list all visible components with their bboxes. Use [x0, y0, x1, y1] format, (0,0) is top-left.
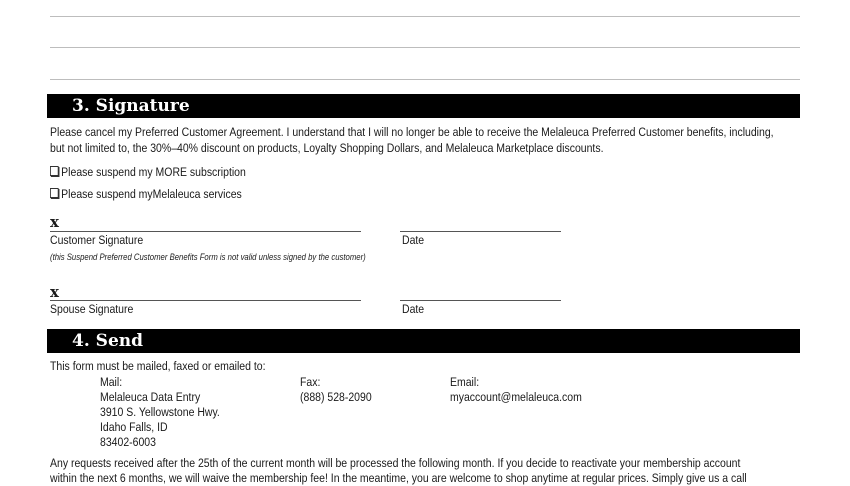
customer-signature-label: Customer Signature	[50, 233, 144, 247]
signature-section-header: 3. Signature	[47, 94, 800, 118]
suspend-mymelaleuca-label: Please suspend myMelaleuca services	[61, 187, 242, 201]
email-block	[450, 375, 582, 405]
mail-line: 83402-6003	[100, 435, 156, 449]
mail-line: Melaleuca Data Entry	[100, 390, 201, 404]
suspend-mymelaleuca-option[interactable]	[50, 186, 242, 202]
send-section-header: 4. Send	[47, 329, 800, 353]
cancel-agreement-paragraph-line-1: Please cancel my Preferred Customer Agreement. I understand that I will no longer be able to receive the Melaleuca Preferred Customer benefits, including,	[50, 125, 774, 139]
checkbox-icon[interactable]	[50, 166, 59, 176]
email-address[interactable]: myaccount@melaleuca.com	[450, 390, 582, 404]
mail-label: Mail:	[100, 375, 123, 389]
send-footer-line-2: within the next 6 months, we will waive the membership fee! In the meantime, you are welcome to shop anytime at regular prices. Simply give us a call	[50, 471, 747, 485]
customer-signature-x-mark: x	[50, 213, 59, 231]
mail-line: 3910 S. Yellowstone Hwy.	[100, 405, 220, 419]
writing-line-2[interactable]	[50, 47, 800, 48]
customer-date-label: Date	[402, 233, 425, 247]
send-intro-text: This form must be mailed, faxed or emailed to:	[50, 359, 266, 373]
fax-number: (888) 528-2090	[300, 390, 372, 404]
cancel-agreement-paragraph-line-2: but not limited to, the 30%–40% discount on products, Loyalty Shopping Dollars, and Melaleuca Marketplace discounts.	[50, 141, 604, 155]
mail-line: Idaho Falls, ID	[100, 420, 168, 434]
suspend-more-label: Please suspend my MORE subscription	[61, 165, 246, 179]
writing-line-3[interactable]	[50, 79, 800, 80]
spouse-signature-x-mark: x	[50, 283, 59, 301]
customer-signature-note: (this Suspend Preferred Customer Benefits Form is not valid unless signed by the customer)	[50, 252, 366, 262]
spouse-date-label: Date	[402, 302, 425, 316]
send-footer-line-1: Any requests received after the 25th of the current month will be processed the following month. If you decide to reactivate your membership account	[50, 456, 741, 470]
fax-label: Fax:	[300, 375, 321, 389]
checkbox-icon[interactable]	[50, 188, 59, 198]
mail-address-block	[100, 375, 220, 450]
fax-block	[300, 375, 372, 405]
writing-line-1[interactable]	[50, 16, 800, 17]
suspend-more-option[interactable]	[50, 164, 246, 180]
email-label: Email:	[450, 375, 480, 389]
spouse-signature-label: Spouse Signature	[50, 302, 134, 316]
